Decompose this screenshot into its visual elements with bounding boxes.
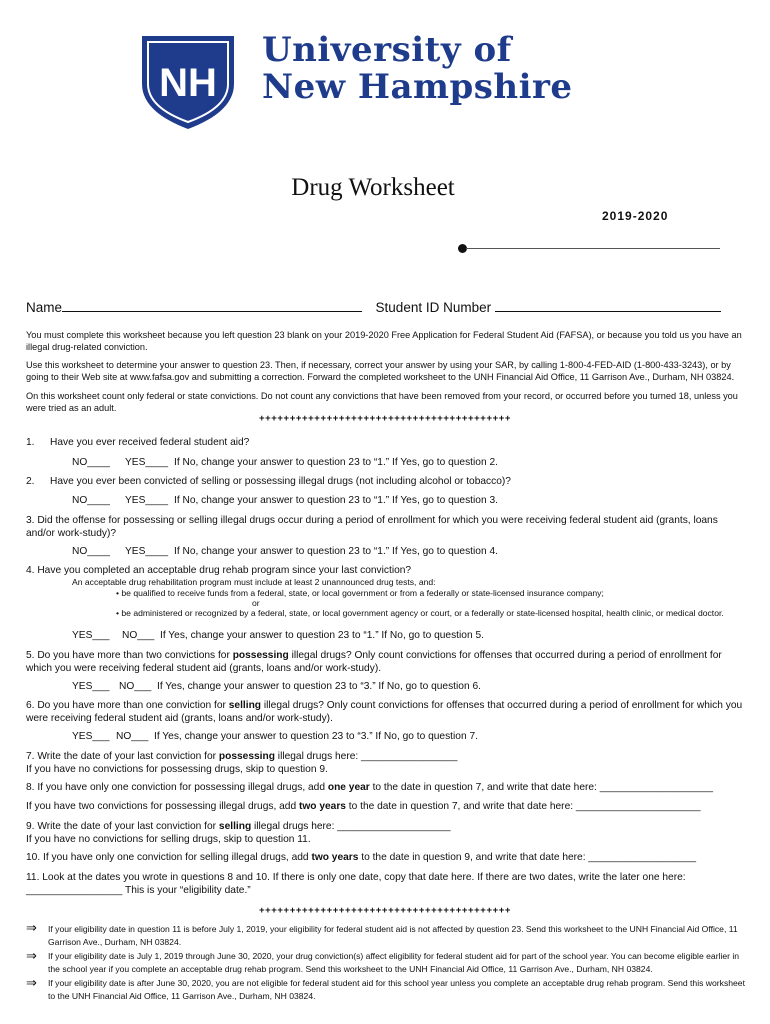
q1-no-option[interactable]: NO____ — [72, 457, 110, 468]
q2-instruction: If No, change your answer to question 23 to “1.” If Yes, go to question 3. — [174, 495, 498, 506]
q6-instruction: If Yes, change your answer to question 23 to “3.” If No, go to question 7. — [154, 731, 478, 742]
q11-date-field[interactable]: _________________ — [26, 884, 123, 896]
q1-instruction: If No, change your answer to question 23 to “1.” If Yes, go to question 2. — [174, 457, 498, 468]
q4-text: 4. Have you completed an acceptable drug rehab program since your last conviction? — [26, 565, 412, 576]
q7-text-c: illegal drugs here: — [274, 751, 362, 762]
intro-paragraph-2: Use this worksheet to determine your answer to question 23. Then, if necessary, correct your answer by using your SAR, by calling 1-800-4-FED-AID (1-800-433-3243), or by going to their Web site at www.fafsa.gov and submitting a correction. Forward the completed worksheet to the UNH Financial Aid Office, 11 Garrison Ave., Durham, NH 03824. — [26, 360, 735, 382]
double-right-arrow-icon: ⇒ — [26, 920, 37, 935]
q9-skip-note: If you have no convictions for selling drugs, skip to question 11. — [26, 833, 311, 845]
q5-text-c: illegal drugs? Only count convictions for offenses that occurred during a period of enrollment for which you were receiving federal student aid (grants, loans and/or work-study). — [26, 650, 722, 674]
q8-text-c: to the date in question 7, and write that date here: — [369, 782, 600, 793]
section-divider: +++++++++++++++++++++++++++++++++++++++++ — [258, 413, 512, 424]
q4-requirement-2: • be administered or recognized by a federal, state, or local government agency or court, or a federally or state-licensed hospital, health clinic, or medical doctor. — [116, 608, 724, 618]
name-field[interactable] — [62, 298, 362, 312]
q6-yes-option[interactable]: YES___ — [72, 731, 110, 742]
unh-shield-logo — [140, 34, 236, 130]
q10-text-b: two years — [311, 852, 359, 863]
university-name-line2: New Hampshire — [262, 67, 573, 107]
university-name-line1: University of — [262, 30, 512, 70]
q8-text-2 — [26, 801, 746, 814]
q2-yes-option[interactable]: YES____ — [125, 495, 169, 506]
q1-text: Have you ever received federal student aid? — [50, 437, 250, 448]
award-year: 2019-2020 — [602, 209, 669, 223]
q8-text — [26, 782, 746, 795]
q4-or: or — [252, 598, 260, 608]
q3-yes-option[interactable]: YES____ — [125, 546, 169, 557]
q9-text-c: illegal drugs here: — [251, 821, 338, 832]
q7-text-a: 7. Write the date of your last conviction for — [26, 751, 219, 762]
q2-text: Have you ever been convicted of selling or possessing illegal drugs (not including alcohol or tobacco)? — [50, 476, 511, 487]
q7-date-field[interactable]: _________________ — [361, 751, 458, 762]
q4-no-option[interactable]: NO___ — [122, 630, 155, 641]
q5-instruction: If Yes, change your answer to question 23 to “3.” If No, go to question 6. — [157, 681, 481, 692]
q11-text-b: This is your “eligibility date.” — [122, 884, 251, 896]
q8-date-field-1[interactable]: ____________________ — [599, 782, 714, 793]
student-id-label: Student ID Number — [375, 300, 492, 315]
q11-text — [26, 872, 746, 897]
header-divider — [466, 248, 720, 249]
q8-text-f: to the date in question 7, and write that date here: — [345, 801, 576, 812]
q6-text-c: illegal drugs? Only count convictions for offenses that occurred during a period of enrollment for which you were receiving federal student aid (grants, loans and/or work-study). — [26, 700, 743, 724]
q3-no-option[interactable]: NO____ — [72, 546, 110, 557]
page-title: Drug Worksheet — [291, 174, 455, 201]
svg-text:NH: NH — [159, 61, 217, 105]
student-info-row — [26, 298, 721, 315]
eligibility-note-2: If your eligibility date is July 1, 2019 through June 30, 2020, your drug conviction(s) affect eligibility for federal student aid for part of the school year. You can become eligible earlier in the school year if you complete an acceptable drug rehab program. Send this worksheet to the UNH Financial Aid Office, 11 Garrison Ave., Durham, NH 03824. — [48, 951, 740, 974]
intro-paragraph-1: You must complete this worksheet because you left question 23 blank on your 2019-2020 Free Application for Federal Student Aid (FAFSA), or because you told us you have an illegal drug-related conviction. — [26, 330, 742, 352]
q4-requirement-1: • be qualified to receive funds from a federal, state, or local government or from a federally or state-licensed insurance company; — [116, 588, 604, 598]
q3-text: 3. Did the offense for possessing or selling illegal drugs occur during a period of enrollment for which you were receiving federal student aid (grants, loans and/or work-study)? — [26, 515, 718, 539]
eligibility-note-1: If your eligibility date in question 11 is before July 1, 2019, your eligibility for federal student aid is not affected by question 23. Send this worksheet to the UNH Financial Aid Office, 11 Garrison Ave., Durham, NH 03824. — [48, 924, 738, 947]
q10-text — [26, 852, 746, 865]
section-divider-2: +++++++++++++++++++++++++++++++++++++++++ — [258, 905, 512, 916]
q6-text-a: 6. Do you have more than one conviction for — [26, 700, 229, 711]
q10-date-field[interactable]: ___________________ — [588, 852, 697, 863]
q5-text — [26, 650, 746, 675]
q8-text-e: two years — [298, 801, 346, 812]
q1-yes-option[interactable]: YES____ — [125, 457, 169, 468]
name-label: Name — [26, 300, 63, 315]
q6-text — [26, 700, 746, 725]
q6-text-b: selling — [228, 700, 262, 711]
q9-date-field[interactable]: ____________________ — [337, 821, 451, 832]
q9-text-a: 9. Write the date of your last conviction for — [26, 821, 219, 832]
q5-no-option[interactable]: NO___ — [119, 681, 152, 692]
q7-text — [26, 751, 746, 776]
q2-number: 2. — [26, 476, 35, 487]
q4-yes-option[interactable]: YES___ — [72, 630, 110, 641]
double-right-arrow-icon: ⇒ — [26, 948, 37, 963]
q2-no-option[interactable]: NO____ — [72, 495, 110, 506]
double-right-arrow-icon: ⇒ — [26, 975, 37, 990]
q6-no-option[interactable]: NO___ — [116, 731, 149, 742]
student-id-field[interactable] — [495, 298, 721, 312]
eligibility-note-3: If your eligibility date is after June 30, 2020, you are not eligible for federal student aid for this school year unless you complete an acceptable drug rehab program. Send this worksheet to the UNH Financial Aid Office, 11 Garrison Ave., Durham, NH 03824. — [48, 978, 745, 1001]
q1-number: 1. — [26, 437, 35, 448]
q8-text-a: 8. If you have only one conviction for possessing illegal drugs, add — [26, 782, 328, 793]
q10-text-c: to the date in question 9, and write that date here: — [358, 852, 589, 863]
q10-text-a: 10. If you have only one conviction for selling illegal drugs, add — [26, 852, 312, 863]
q5-text-a: 5. Do you have more than two convictions for — [26, 650, 233, 661]
q9-text-b: selling — [218, 821, 252, 832]
q5-text-b: possessing — [232, 650, 289, 661]
university-name — [262, 32, 573, 106]
q7-text-b: possessing — [218, 751, 275, 762]
q9-text — [26, 821, 746, 846]
q8-date-field-2[interactable]: ______________________ — [575, 801, 701, 812]
q7-skip-note: If you have no convictions for possessing drugs, skip to question 9. — [26, 763, 328, 775]
q11-text-a: 11. Look at the dates you wrote in questions 8 and 10. If there is only one date, copy that date here. If there are two dates, write the later one here: — [26, 872, 686, 883]
q3-instruction: If No, change your answer to question 23 to “1.” If Yes, go to question 4. — [174, 546, 498, 557]
q8-text-b: one year — [327, 782, 370, 793]
q8-text-d: If you have two convictions for possessing illegal drugs, add — [26, 801, 299, 812]
q4-instruction: If Yes, change your answer to question 23 to “1.” If No, go to question 5. — [160, 630, 484, 641]
q4-requirements: An acceptable drug rehabilitation program must include at least 2 unannounced drug tests, and: — [72, 577, 436, 587]
q5-yes-option[interactable]: YES___ — [72, 681, 110, 692]
intro-paragraph-3: On this worksheet count only federal or state convictions. Do not count any convictions that have been removed from your record, or occurred before you turned 18, unless you were tried as an adult. — [26, 391, 738, 413]
